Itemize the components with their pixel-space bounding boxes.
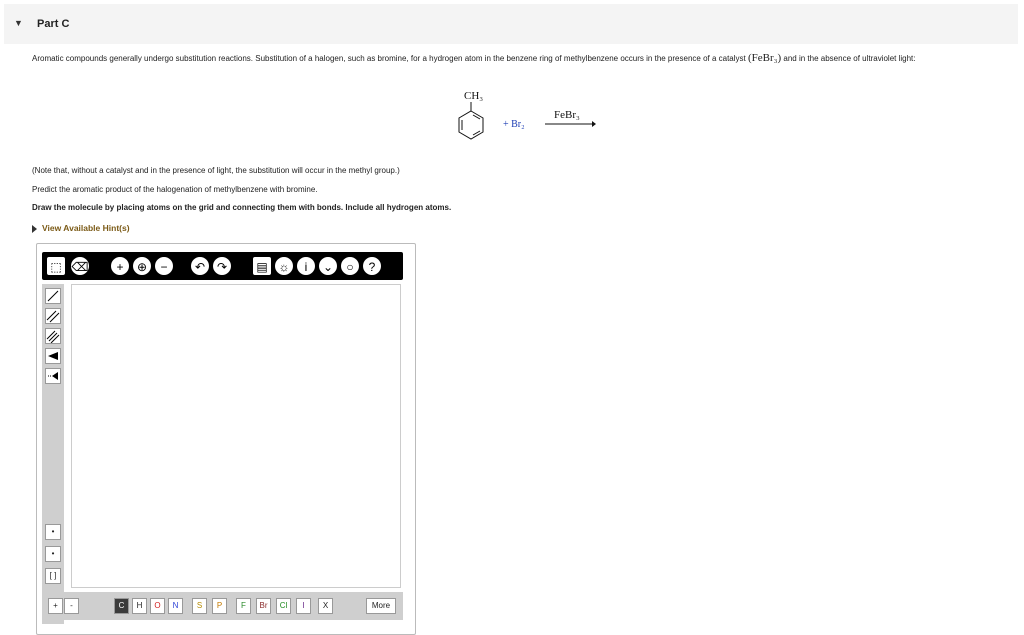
lone-pair-icon[interactable]: • bbox=[45, 546, 61, 562]
clipboard-icon[interactable]: ▤ bbox=[252, 256, 272, 276]
search-icon[interactable]: ○ bbox=[340, 256, 360, 276]
chevron-down-icon[interactable]: ⌄ bbox=[318, 256, 338, 276]
note-text: (Note that, without a catalyst and in the presence of light, the substitution will occur in the methyl group.) bbox=[32, 166, 400, 175]
view-hints-link[interactable] bbox=[32, 223, 130, 233]
eraser-icon[interactable]: ⌫ bbox=[70, 256, 90, 276]
info-icon[interactable]: i bbox=[296, 256, 316, 276]
section-title: Part C bbox=[37, 18, 70, 30]
atom-F-button[interactable]: F bbox=[236, 598, 251, 614]
editor-toolbar bbox=[42, 252, 403, 280]
molecule-editor bbox=[36, 243, 416, 635]
more-atoms-button[interactable]: More bbox=[366, 598, 396, 614]
collapse-caret-icon[interactable]: ▼ bbox=[14, 18, 23, 28]
radical-icon[interactable]: • bbox=[45, 524, 61, 540]
intro-paragraph bbox=[32, 52, 1012, 65]
zoom-fit-icon[interactable]: ⊕ bbox=[132, 256, 152, 276]
intro-tail: and in the absence of ultraviolet light: bbox=[783, 54, 916, 63]
expand-triangle-icon bbox=[32, 225, 37, 233]
bromine-reagent: + Br₂ bbox=[503, 119, 525, 130]
atom-S-button[interactable]: S bbox=[192, 598, 207, 614]
atom-P-button[interactable]: P bbox=[212, 598, 227, 614]
charge-plus-button[interactable]: + bbox=[48, 598, 63, 614]
atom-X-button[interactable]: X bbox=[318, 598, 333, 614]
bracket-icon[interactable]: [ ] bbox=[45, 568, 61, 584]
atom-Br-button[interactable]: Br bbox=[256, 598, 271, 614]
bond-tools-panel bbox=[42, 284, 64, 624]
atom-bar bbox=[42, 592, 403, 620]
lightbulb-icon[interactable]: ☼ bbox=[274, 256, 294, 276]
atom-H-button[interactable]: H bbox=[132, 598, 147, 614]
undo-icon[interactable]: ↶ bbox=[190, 256, 210, 276]
hint-label: View Available Hint(s) bbox=[42, 223, 130, 233]
single-bond-icon[interactable] bbox=[45, 288, 61, 304]
atom-N-button[interactable]: N bbox=[168, 598, 183, 614]
zoom-in-icon[interactable]: + bbox=[110, 256, 130, 276]
zoom-out-icon[interactable]: − bbox=[154, 256, 174, 276]
atom-C-button[interactable]: C bbox=[114, 598, 129, 614]
wedge-bond-icon[interactable] bbox=[45, 348, 61, 364]
reaction-arrow-head bbox=[592, 121, 596, 127]
charge-minus-button[interactable]: - bbox=[64, 598, 79, 614]
catalyst-label: FeBr₃ bbox=[554, 109, 580, 121]
methyl-label: CH₃ bbox=[464, 90, 484, 102]
select-tool-icon[interactable]: ⬚ bbox=[46, 256, 66, 276]
atom-Cl-button[interactable]: Cl bbox=[276, 598, 291, 614]
intro-text: Aromatic compounds generally undergo substitution reactions. Substitution of a halogen, such as bromine, for a hydrogen atom in the benzene ring of methylbenzene occurs in the presence of a catalyst bbox=[32, 54, 746, 63]
help-icon[interactable]: ? bbox=[362, 256, 382, 276]
drawing-canvas[interactable] bbox=[71, 284, 401, 588]
atom-I-button[interactable]: I bbox=[296, 598, 311, 614]
redo-icon[interactable]: ↷ bbox=[212, 256, 232, 276]
part-c-header[interactable] bbox=[4, 4, 1018, 44]
atom-O-button[interactable]: O bbox=[150, 598, 165, 614]
benzene-ring bbox=[459, 111, 483, 139]
intro-catalyst: (FeBr₃) bbox=[748, 52, 782, 64]
double-bond-icon[interactable] bbox=[45, 308, 61, 324]
hash-bond-icon[interactable] bbox=[45, 368, 61, 384]
triple-bond-icon[interactable] bbox=[45, 328, 61, 344]
draw-instruction: Draw the molecule by placing atoms on the grid and connecting them with bonds. Include all hydrogen atoms. bbox=[32, 203, 452, 212]
predict-text: Predict the aromatic product of the halogenation of methylbenzene with bromine. bbox=[32, 185, 318, 194]
reaction-scheme bbox=[440, 86, 620, 146]
